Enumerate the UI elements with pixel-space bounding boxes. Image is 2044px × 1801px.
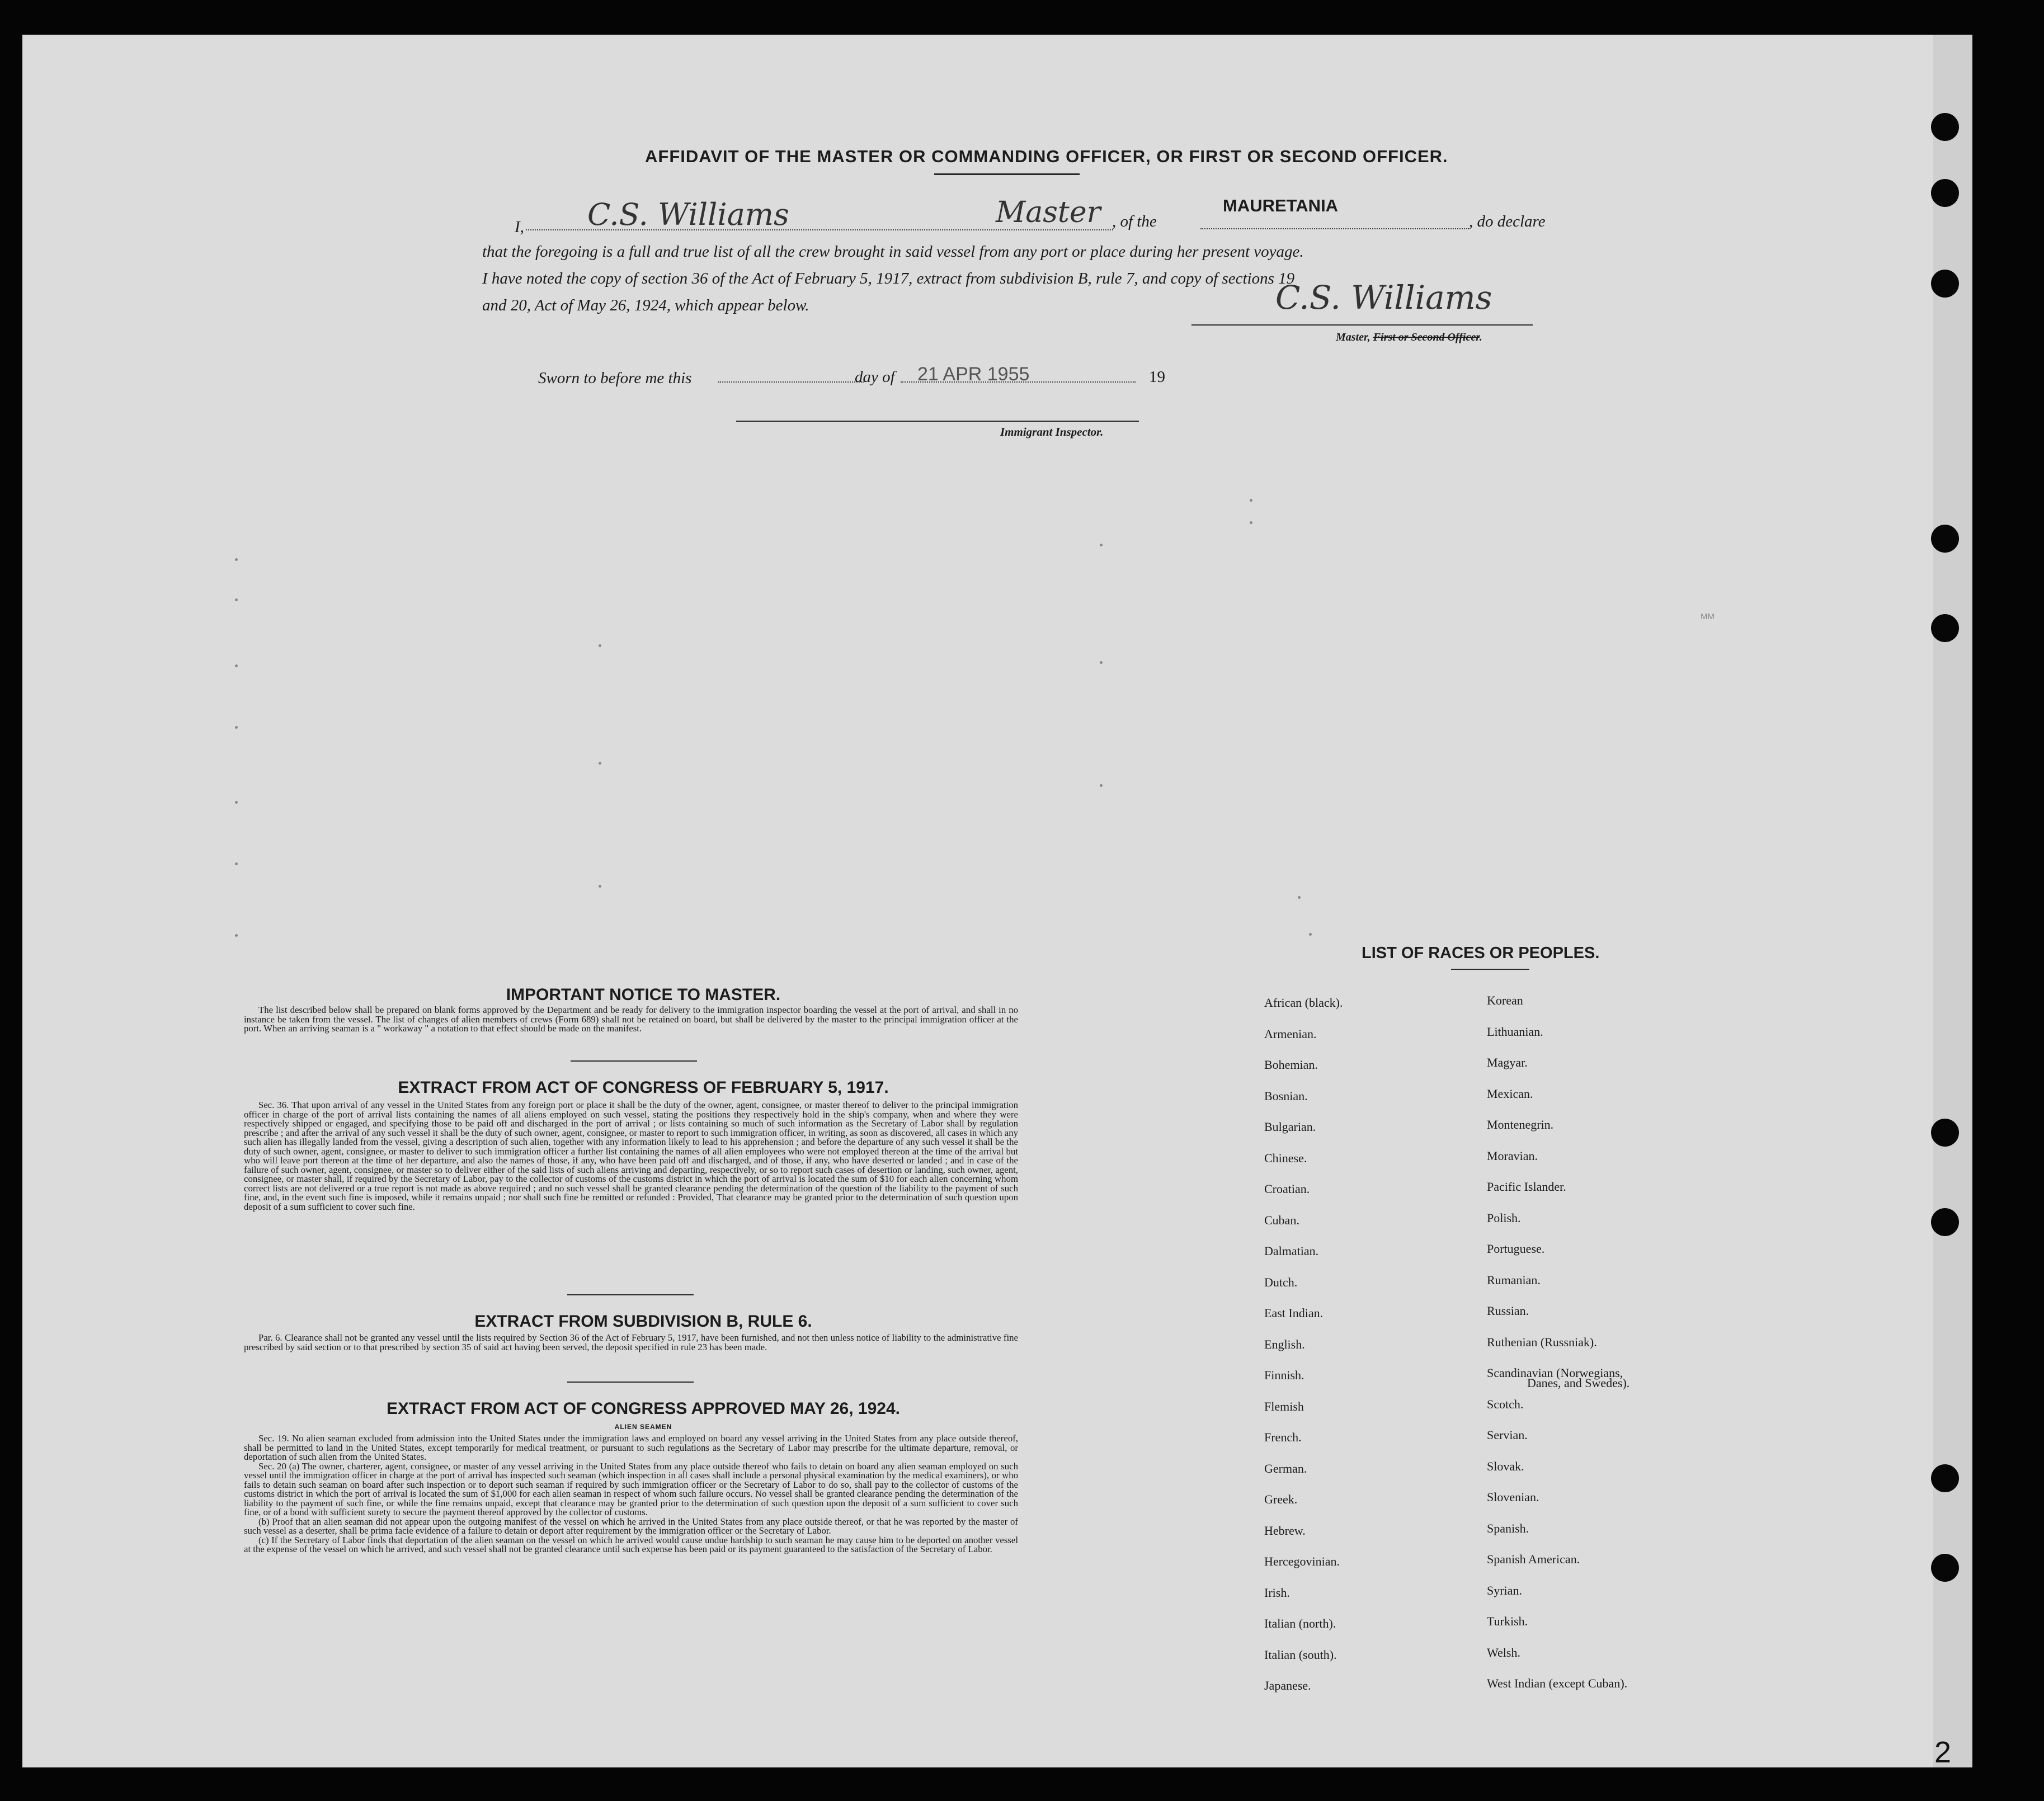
- race-item: African (black).: [1264, 996, 1343, 1010]
- faint-dot: [599, 644, 601, 647]
- race-item: Scotch.: [1487, 1397, 1524, 1411]
- paragraph-6: Par. 6. Clearance shall not be granted any vessel until the lists required by Section 36 of the Act of February 5, 1917, have been furnished, and not then unless notice of liability to the administrative fine prescribed by said section or to that prescribed by section 35 of said act having been served, the deposit specified in rule 23 has been made.: [244, 1332, 1018, 1352]
- punch-hole: [1931, 614, 1959, 642]
- date-stamp: 21 APR 1955: [917, 364, 1030, 385]
- race-item-continuation: Danes, and Swedes).: [1527, 1376, 1630, 1390]
- race-item: Flemish: [1264, 1399, 1304, 1413]
- race-item: Polish.: [1487, 1210, 1521, 1225]
- race-item: Slovak.: [1487, 1459, 1524, 1473]
- section-20a-paragraph: Sec. 20 (a) The owner, charterer, agent, consignee, or master of any vessel arriving in the United States from any place outside thereof who fails to detain on board any alien seaman employed on such vessel until the immigration officer in charge at the port of arrival has inspected such seaman (which inspection in all cases shall include a personal physical examination by the medical examiners), or who fails to detain such seaman on board after such inspection or to deport such seaman if required by such immigration officer or the Secretary of Labor to do so, shall pay to the collector of customs of the customs district in which the port of arrival is located the sum of $1,000 for each alien seaman in respect of whom such failure occurs. No vessel shall be granted clearance pending the determination of the liability to the payment of such fine, or while the fine remains unpaid, except that clearance may be granted prior to the determination of such question upon the deposit of a sum sufficient to cover such fine, or of a bond with sufficient surety to secure the payment thereof approved by the collector of customs.: [244, 1460, 1018, 1517]
- race-item: Russian.: [1487, 1304, 1529, 1318]
- faint-dot: [1309, 933, 1312, 936]
- race-item: Portuguese.: [1487, 1242, 1545, 1256]
- punch-hole: [1931, 1208, 1959, 1236]
- faint-dot: [235, 801, 238, 804]
- do-declare-label: , do declare: [1469, 213, 1546, 230]
- extract-1917-divider: [567, 1294, 694, 1295]
- title-divider: [934, 173, 1080, 175]
- i-label: I,: [515, 218, 524, 236]
- faint-dot: [235, 934, 238, 937]
- race-item: Irish.: [1264, 1585, 1290, 1600]
- notice-title: IMPORTANT NOTICE TO MASTER.: [506, 986, 781, 1004]
- section-36-paragraph: Sec. 36. That upon arrival of any vessel in the United States from any foreign port or place it shall be the duty of the owner, agent, consignee, or master thereof to deliver to the principal immigration officer in charge of the port of arrival lists containing the names of all aliens employed on such vessel, stating the positions they respectively hold in the ship's company, when and where they were respectively shipped or engaged, and specifying those to be paid off and discharged in the port of arrival ; or lists containing so much of such information as the Secretary of Labor shall by regulation prescribe ; and after the arrival of any such vessel it shall be the duty of such owner, agent, consignee, or master to report to such immigration officer, in writing, as soon as discovered, all cases in which any such alien has illegally landed from the vessel, giving a description of such alien, together with any information likely to lead to his apprehension ; and before the departure of any such vessel it shall be the duty of such owner, agent, consignee, or master to deliver to such immigration officer a further list containing the names of all alien employees who were not employed thereon at the time of the arrival but who will leave port thereon at the time of her departure, and also the names of those, if any, who have been paid off and discharged, and of those, if any, who have deserted or landed ; and in case of the failure of such owner, agent, consignee, or master so to deliver either of the said lists of such aliens arriving and departing, respectively, or so to report such cases of desertion or landing, such owner, agent, consignee, or master shall, if required by the Secretary of Labor, pay to the collector of customs of the customs district in which the port of arrival is located the sum of $10 for each alien concerning whom correct lists are not delivered or a true report is not made as above required ; and no such vessel shall be granted clearance pending the determination of the question of the liability to the payment of such fine, and, in the event such fine is imposed, while it remains unpaid ; nor shall such fine be remitted or refunded : Provided, That clearance may be granted prior to the determination of such question upon deposit of a sum sufficient to cover such fine.: [244, 1100, 1018, 1212]
- race-item: English.: [1264, 1337, 1305, 1351]
- master-name-handwritten: C.S. Williams: [587, 197, 789, 232]
- notice-divider: [571, 1060, 697, 1062]
- year-prefix: 19: [1149, 368, 1165, 386]
- races-divider: [1451, 969, 1529, 970]
- page-mark: 2: [1934, 1736, 1952, 1769]
- punch-hole: [1931, 525, 1959, 553]
- vessel-line: [1200, 228, 1469, 229]
- race-item: Magyar.: [1487, 1055, 1528, 1069]
- inspector-caption: Immigrant Inspector.: [1000, 425, 1104, 439]
- alien-seamen-subtitle: ALIEN SEAMEN: [614, 1423, 672, 1431]
- faint-dot: [1100, 544, 1103, 546]
- race-item: French.: [1264, 1430, 1302, 1444]
- faint-dot: [235, 664, 238, 667]
- race-item: Croatian.: [1264, 1182, 1310, 1196]
- race-item: Chinese.: [1264, 1151, 1307, 1165]
- extract-1924-body: [244, 1434, 1018, 1554]
- race-item: Scandinavian (Norwegians,: [1487, 1366, 1623, 1380]
- sworn-day-line: [718, 381, 864, 383]
- vessel-name: MAURETANIA: [1223, 196, 1339, 215]
- faint-dot: [599, 885, 601, 888]
- master-signature: C.S. Williams: [1275, 279, 1492, 317]
- rank-handwritten: Master: [996, 196, 1101, 229]
- race-item: Spanish American.: [1487, 1552, 1580, 1566]
- subdivision-b-divider: [567, 1382, 694, 1383]
- race-item: Turkish.: [1487, 1614, 1528, 1628]
- faint-dot: [1100, 661, 1103, 664]
- race-item: Syrian.: [1487, 1583, 1522, 1597]
- margin-initials: MM: [1701, 612, 1715, 621]
- punch-hole: [1931, 270, 1959, 298]
- race-item: Dalmatian.: [1264, 1244, 1319, 1258]
- extract-1917-title: EXTRACT FROM ACT OF CONGRESS OF FEBRUARY 5, 1917.: [398, 1078, 889, 1097]
- day-of-label: day of: [855, 368, 895, 386]
- race-item: Spanish.: [1487, 1521, 1529, 1535]
- faint-dot: [599, 762, 601, 765]
- faint-dot: [235, 726, 238, 729]
- race-item: Dutch.: [1264, 1275, 1298, 1289]
- signature-caption: Master, First or Second Officer.: [1336, 331, 1482, 343]
- race-item: Italian (north).: [1264, 1616, 1336, 1630]
- sworn-label: Sworn to before me this: [538, 369, 692, 387]
- faint-dot: [235, 558, 238, 561]
- punch-hole: [1931, 1464, 1959, 1492]
- manifest-page: [22, 35, 1933, 1767]
- race-item: Ruthenian (Russniak).: [1487, 1335, 1597, 1349]
- race-item: Lithuanian.: [1487, 1024, 1543, 1039]
- affidavit-line-2: that the foregoing is a full and true list of all the crew brought in said vessel from any port or place during her present voyage.: [482, 243, 1304, 261]
- notice-body: [244, 1006, 1018, 1034]
- faint-dot: [235, 862, 238, 865]
- race-item: Hebrew.: [1264, 1523, 1306, 1538]
- punch-hole: [1931, 1119, 1959, 1147]
- punch-hole: [1931, 113, 1959, 141]
- section-19-paragraph: Sec. 19. No alien seaman excluded from admission into the United States under the immigration laws and employed on board any vessel arriving in the United States from any place outside thereof, shall be permitted to land in the United States, except temporarily for medical treatment, or pursuant to such regulations as the Secretary of Labor may prescribe for the ultimate departure, removal, or deportation of such alien from the United States.: [244, 1433, 1018, 1462]
- race-item: Cuban.: [1264, 1213, 1299, 1227]
- race-item: Finnish.: [1264, 1368, 1304, 1382]
- notice-paragraph: The list described below shall be prepared on blank forms approved by the Department and be ready for delivery to the immigration inspector boarding the vessel at the port of arrival, and shall in no instance be taken from the vessel. The list of changes of alien members of crews (Form 689) shall not be retained on board, but shall be delivered by the master to the principal immigration officer at the port. When an arriving seaman is a " workaway " a notation to that effect should be made on the manifest.: [244, 1005, 1018, 1034]
- extract-1924-title: EXTRACT FROM ACT OF CONGRESS APPROVED MAY 26, 1924.: [387, 1399, 900, 1418]
- subdivision-b-title: EXTRACT FROM SUBDIVISION B, RULE 6.: [474, 1312, 812, 1331]
- race-item: East Indian.: [1264, 1306, 1324, 1320]
- caption-officer-struck: First or Second Officer: [1373, 331, 1480, 343]
- race-item: Slovenian.: [1487, 1490, 1539, 1504]
- affidavit-line-4: and 20, Act of May 26, 1924, which appear below.: [482, 296, 809, 314]
- race-item: Bulgarian.: [1264, 1120, 1316, 1134]
- affidavit-title: AFFIDAVIT OF THE MASTER OR COMMANDING OFFICER, OR FIRST OR SECOND OFFICER.: [645, 147, 1448, 166]
- faint-dot: [235, 598, 238, 601]
- races-title: LIST OF RACES OR PEOPLES.: [1362, 944, 1600, 962]
- race-item: Servian.: [1487, 1428, 1528, 1442]
- race-item: Montenegrin.: [1487, 1118, 1554, 1131]
- of-the-label: , of the: [1112, 213, 1157, 230]
- caption-master: Master,: [1336, 331, 1370, 343]
- race-item: Bosnian.: [1264, 1088, 1308, 1103]
- race-item: Hercegovinian.: [1264, 1554, 1340, 1568]
- affidavit-line-3: I have noted the copy of section 36 of the Act of February 5, 1917, extract from subdivision B, rule 7, and copy of sections 19: [482, 270, 1295, 287]
- section-20c-paragraph: (c) If the Secretary of Labor finds that deportation of the alien seaman on the vessel on which he arrived would cause undue hardship to such seaman he may cause him to be deported on another vessel at the expense of the vessel on which he arrived, and such vessel shall not be granted clearance until such expense has been paid or its payment guaranteed to the satisfaction of the Secretary of Labor.: [244, 1534, 1018, 1554]
- race-item: Korean: [1487, 993, 1523, 1007]
- signature-line: [1191, 324, 1533, 326]
- inspector-line: [736, 421, 1139, 422]
- punch-hole: [1931, 179, 1959, 207]
- race-item: Bohemian.: [1264, 1058, 1318, 1072]
- race-item: Pacific Islander.: [1487, 1180, 1566, 1194]
- race-item: German.: [1264, 1461, 1307, 1475]
- race-item: Japanese.: [1264, 1679, 1311, 1692]
- race-item: Greek.: [1264, 1492, 1298, 1506]
- race-item: West Indian (except Cuban).: [1487, 1676, 1628, 1690]
- race-item: Mexican.: [1487, 1086, 1533, 1101]
- race-item: Italian (south).: [1264, 1647, 1337, 1662]
- section-20b-paragraph: (b) Proof that an alien seaman did not appear upon the outgoing manifest of the vessel on which he arrived in the United States from any place outside thereof, or that he was reported by the master of such vessel as a deserter, shall be prima facie evidence of a failure to detain or deport after requirement by the immigration officer or the Secretary of Labor.: [244, 1516, 1018, 1536]
- binding-strip: [1933, 35, 1972, 1767]
- extract-1917-body: [244, 1101, 1018, 1211]
- faint-dot: [1250, 521, 1252, 524]
- race-item: Rumanian.: [1487, 1272, 1541, 1287]
- race-item: Welsh.: [1487, 1645, 1520, 1659]
- race-item: Moravian.: [1487, 1148, 1538, 1163]
- subdivision-b-body: [244, 1333, 1018, 1352]
- faint-dot: [1100, 784, 1103, 787]
- race-item: Armenian.: [1264, 1026, 1317, 1041]
- faint-dot: [1298, 896, 1301, 899]
- faint-dot: [1250, 499, 1252, 502]
- punch-hole: [1931, 1554, 1959, 1582]
